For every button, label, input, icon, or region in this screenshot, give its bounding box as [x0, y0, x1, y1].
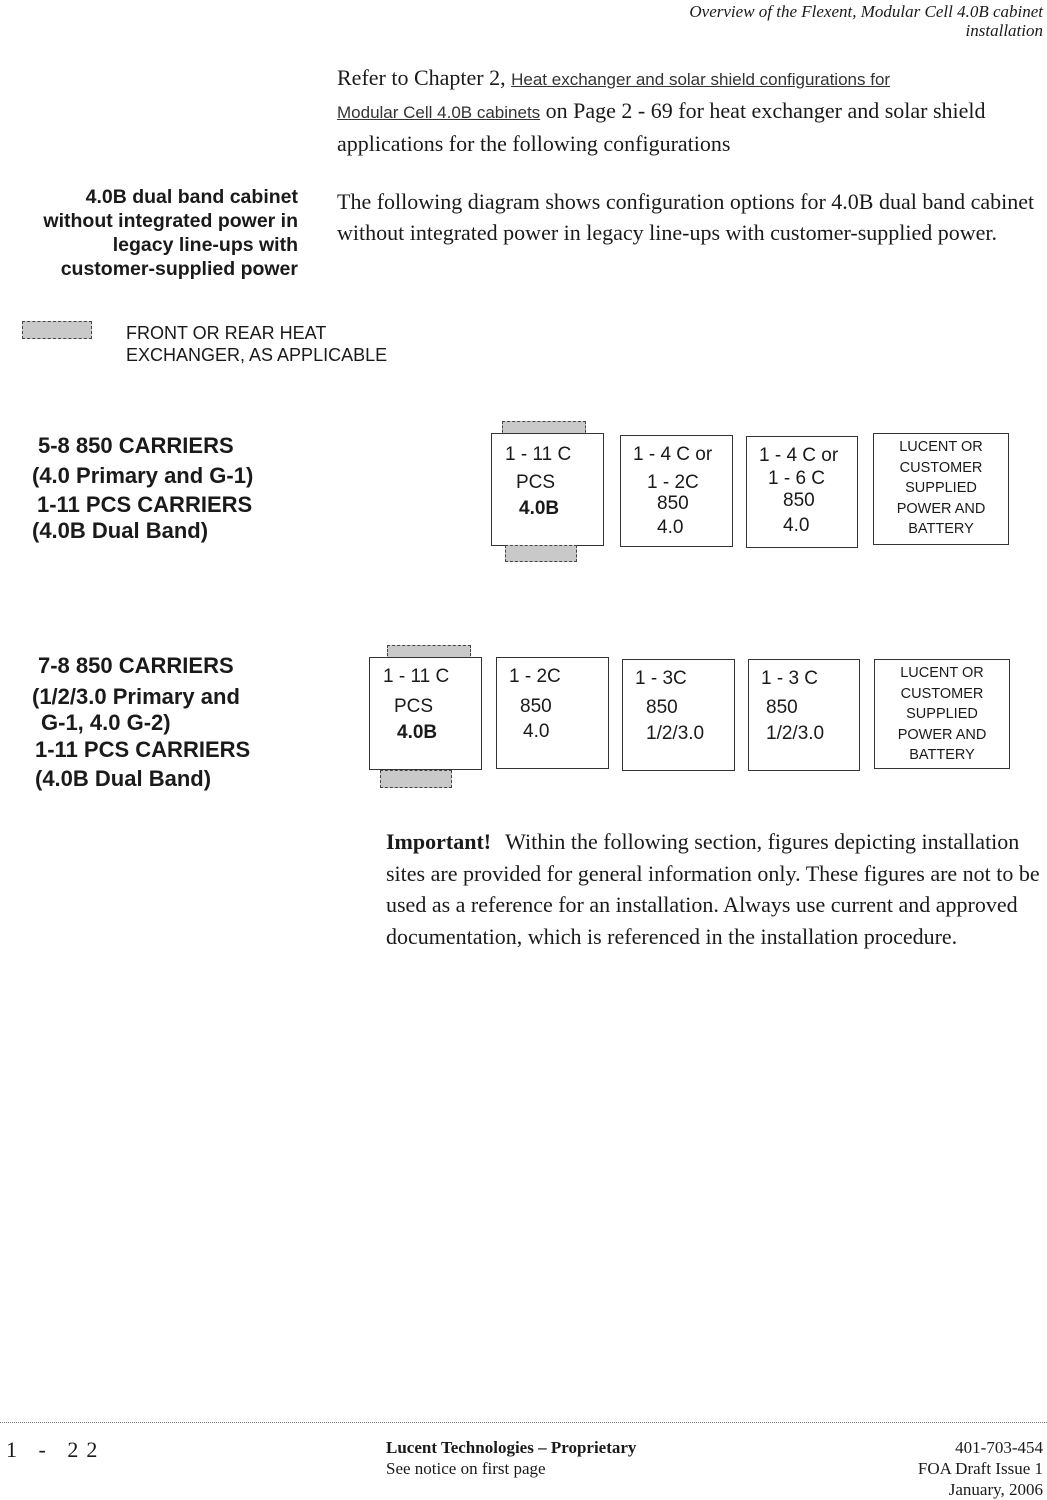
row2-box3-line-1: 1 - 3C: [635, 668, 687, 689]
footer-center: [386, 1437, 636, 1479]
row1-850-cabinet-1: [620, 435, 733, 547]
row1-box3-line-2: 1 - 6 C: [768, 468, 826, 489]
chapter-2-link-line-2: Modular Cell 4.0B cabinets: [337, 103, 541, 122]
row1-box4-line-1: LUCENT OR: [899, 439, 983, 455]
row1-box4-line-3: SUPPLIED: [905, 480, 977, 496]
row1-850-cabinet-2: [746, 436, 858, 548]
row1-box2-line-3: 850: [657, 493, 689, 514]
running-header-line-2: installation: [965, 21, 1043, 40]
row1-box3-line-3: 850: [783, 490, 815, 511]
heat-exchanger-legend-swatch: [22, 321, 92, 339]
row1-box1-line-2: PCS: [516, 472, 556, 493]
row1-pcs-cabinet: [491, 433, 604, 546]
intro-prefix: Refer to Chapter 2,: [337, 65, 512, 90]
page-number: 1 - 22: [6, 1437, 106, 1462]
row1-power-battery-cabinet: [873, 433, 1009, 545]
row2-box2-line-2: 850: [520, 696, 552, 717]
row2-box4-line-1: 1 - 3 C: [761, 668, 819, 689]
row2-850-cabinet-3: [748, 659, 860, 771]
side-heading-line-3: legacy line-ups with: [112, 234, 298, 256]
row1-box1-line-1: 1 - 11 C: [505, 444, 572, 465]
section-side-heading: [0, 185, 298, 281]
row1-label-line-1: 5-8 850 CARRIERS: [38, 433, 234, 458]
row2-box2-line-1: 1 - 2C: [509, 666, 561, 687]
chapter-2-link-line-1: Heat exchanger and solar shield configurations for: [511, 70, 891, 89]
row1-box4-line-5: BATTERY: [908, 521, 974, 537]
legend-line-1: FRONT OR REAR HEAT: [126, 323, 327, 343]
row2-power-battery-cabinet: [874, 659, 1010, 769]
row2-label-line-1: 7-8 850 CARRIERS: [38, 653, 234, 678]
row2-pcs-bottom-heat-exchanger: [380, 770, 452, 788]
row1-box4-line-2: CUSTOMER: [899, 459, 983, 476]
row2-pcs-cabinet: [369, 657, 482, 770]
footer-date: January, 2006: [948, 1480, 1043, 1499]
row1-box2-line-2: 1 - 2C: [647, 472, 699, 493]
row1-label-line-2: (4.0 Primary and G-1): [32, 463, 254, 488]
row2-box5-line-3: SUPPLIED: [906, 706, 978, 722]
legend-line-2: EXCHANGER, AS APPLICABLE: [126, 345, 388, 365]
row2-box1-line-2: PCS: [394, 696, 434, 717]
row1-label-line-3: 1-11 PCS CARRIERS: [37, 492, 253, 517]
row2-label-line-5: (4.0B Dual Band): [35, 766, 212, 791]
footer-issue: FOA Draft Issue 1: [917, 1459, 1043, 1478]
important-text: Within the following section, figures depicting installation sites are provided for general information only. These figures are not to be used as a reference for an installation. Always use current and approved documentation, which is referenced in the installation procedure.: [386, 829, 1040, 949]
row2-box5-line-2: CUSTOMER: [900, 685, 984, 702]
row2-box5-line-1: LUCENT OR: [900, 665, 984, 681]
footer-notice: See notice on first page: [386, 1459, 546, 1478]
row1-box2-line-1: 1 - 4 C or: [633, 444, 713, 465]
row2-box4-line-3: 1/2/3.0: [766, 723, 825, 744]
side-heading-line-2: without integrated power in: [43, 210, 298, 232]
row1-box2-line-4: 4.0: [657, 517, 684, 538]
row2-box3-line-3: 1/2/3.0: [646, 723, 705, 744]
row2-850-cabinet-2: [622, 659, 735, 771]
important-label: Important!: [386, 829, 492, 854]
row2-label-line-3: G-1, 4.0 G-2): [41, 710, 171, 735]
row2-box1-line-1: 1 - 11 C: [383, 666, 450, 687]
row1-label-line-4: (4.0B Dual Band): [32, 518, 209, 543]
footer-rule: [0, 1422, 1047, 1423]
row1-box3-line-1: 1 - 4 C or: [759, 445, 839, 466]
side-heading-line-4: customer-supplied power: [60, 258, 298, 280]
intro-paragraph: [337, 62, 1042, 159]
row2-box2-line-3: 4.0: [523, 721, 550, 742]
side-heading-line-1: 4.0B dual band cabinet: [85, 186, 298, 208]
row2-label-line-2: (1/2/3.0 Primary and: [32, 684, 240, 709]
running-header: [689, 2, 1043, 40]
running-header-line-1: Overview of the Flexent, Modular Cell 4.0B cabinet: [689, 2, 1043, 21]
footer-doc-number: 401-703-454: [955, 1438, 1043, 1457]
intro-suffix: on Page 2 - 69 for heat exchanger and solar shield applications for the following configurations: [337, 98, 986, 156]
row1-pcs-bottom-heat-exchanger: [505, 545, 577, 562]
row2-box5-line-4: POWER AND: [897, 726, 987, 743]
row2-850-cabinet-1: [496, 657, 609, 769]
row2-label-line-4: 1-11 PCS CARRIERS: [35, 737, 251, 762]
row2-box3-line-2: 850: [646, 697, 678, 718]
important-note: [386, 826, 1046, 952]
row2-box4-line-2: 850: [766, 697, 798, 718]
row1-box3-line-4: 4.0: [783, 515, 810, 536]
row1-box1-line-3: 4.0B: [519, 498, 560, 519]
footer-proprietary: Lucent Technologies – Proprietary: [386, 1438, 637, 1457]
section-body-paragraph: The following diagram shows configuration options for 4.0B dual band cabinet without integrated power in legacy line-ups with customer-supplied power.: [337, 189, 1035, 245]
row2-box5-line-5: BATTERY: [909, 747, 975, 763]
legend-text: [126, 322, 387, 366]
row2-box1-line-3: 4.0B: [397, 722, 438, 743]
row1-box4-line-4: POWER AND: [896, 500, 986, 517]
footer-right: [918, 1437, 1043, 1500]
